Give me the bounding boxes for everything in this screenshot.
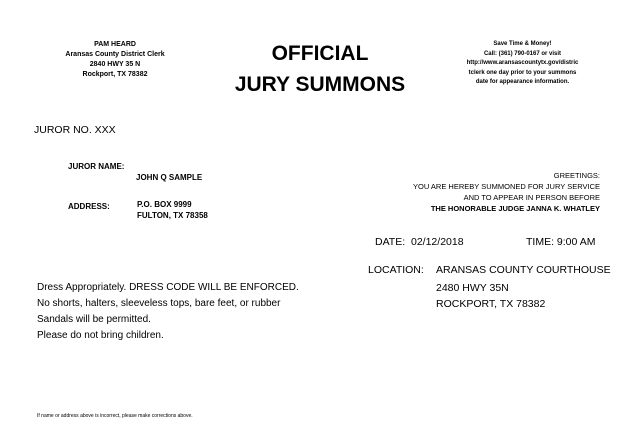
greetings-line1: GREETINGS: xyxy=(553,171,600,180)
address-value xyxy=(137,199,208,221)
save-url: http://www.aransascountytx.gov/distric xyxy=(466,60,579,66)
address-line2: FULTON, TX 78358 xyxy=(137,211,208,220)
title-line2: JURY SUMMONS xyxy=(234,73,406,96)
location-line1: ARANSAS COUNTY COURTHOUSE xyxy=(436,264,611,276)
summons-title xyxy=(215,38,425,100)
clerk-address-line2: Rockport, TX 78382 xyxy=(82,71,148,78)
time-label: TIME: xyxy=(526,236,554,248)
save-line1: Save Time & Money! xyxy=(493,41,552,47)
location-address xyxy=(436,280,545,312)
clerk-name: PAM HEARD xyxy=(94,41,136,48)
dress-line2: No shorts, halters, sleeveless tops, bare feet, or rubber xyxy=(37,298,281,309)
time-value: 9:00 AM xyxy=(556,236,596,248)
clerk-info xyxy=(40,40,190,80)
dress-line3: Sandals will be permitted. xyxy=(37,314,151,325)
address-label: ADDRESS: xyxy=(68,202,110,211)
save-line4: tclerk one day prior to your summons xyxy=(468,69,577,76)
date-value: 02/12/2018 xyxy=(411,236,464,248)
address-line1: P.O. BOX 9999 xyxy=(137,200,192,209)
greetings-block xyxy=(380,170,600,214)
dress-code-notice xyxy=(37,280,299,344)
save-time-notice xyxy=(450,40,595,88)
correction-footnote: If name or address above is incorrect, please make corrections above. xyxy=(37,413,193,419)
date-field xyxy=(375,236,464,248)
clerk-address-line1: 2840 HWY 35 N xyxy=(89,61,141,68)
clerk-title: Aransas County District Clerk xyxy=(65,51,165,58)
location-line3: ROCKPORT, TX 78382 xyxy=(436,298,546,310)
juror-number: JUROR NO. XXX xyxy=(34,124,116,136)
greetings-line2: YOU ARE HEREBY SUMMONED FOR JURY SERVICE xyxy=(413,182,600,191)
dress-line1: Dress Appropriately. DRESS CODE WILL BE ENFORCED. xyxy=(37,282,299,293)
location-label: LOCATION: xyxy=(368,264,424,276)
save-line5: date for appearance information. xyxy=(475,79,570,85)
greetings-judge: THE HONORABLE JUDGE JANNA K. WHATLEY xyxy=(430,204,600,213)
juror-name-value: JOHN Q SAMPLE xyxy=(136,173,203,182)
greetings-line3: AND TO APPEAR IN PERSON BEFORE xyxy=(463,193,600,202)
juror-name-label: JUROR NAME: xyxy=(68,162,125,171)
location-line2: 2480 HWY 35N xyxy=(436,282,509,294)
dress-line4: Please do not bring children. xyxy=(37,330,164,341)
save-line2: Call: (361) 790-0167 or visit xyxy=(483,50,562,57)
date-label: DATE: xyxy=(375,236,406,248)
title-line1: OFFICIAL xyxy=(271,42,369,65)
time-field xyxy=(526,236,595,248)
